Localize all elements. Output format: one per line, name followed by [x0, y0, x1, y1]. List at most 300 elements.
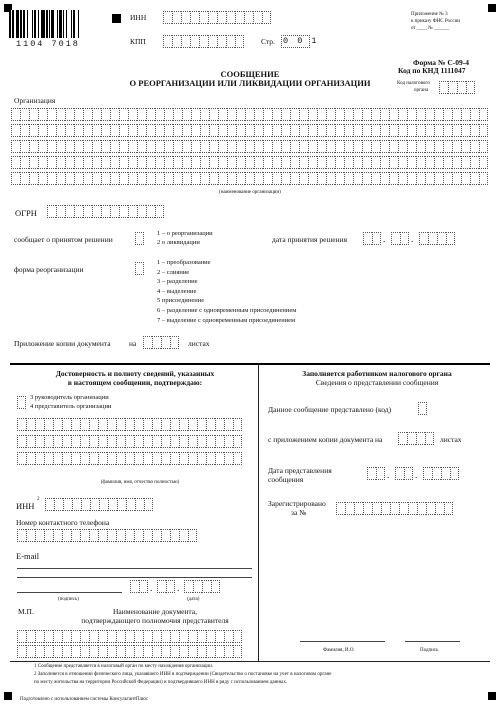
char-cell[interactable] — [44, 630, 53, 643]
char-cell[interactable] — [53, 452, 62, 465]
char-cell[interactable] — [128, 205, 137, 218]
char-cell[interactable] — [317, 124, 326, 137]
char-cell[interactable] — [371, 124, 380, 137]
char-cell[interactable] — [110, 108, 119, 121]
char-cell[interactable] — [435, 502, 444, 515]
char-cell[interactable] — [416, 108, 425, 121]
char-cell[interactable] — [437, 232, 446, 245]
char-cell[interactable] — [101, 140, 110, 153]
char-cell[interactable] — [461, 172, 470, 185]
signer-date-month[interactable] — [157, 580, 175, 593]
char-cell[interactable] — [182, 172, 191, 185]
char-cell[interactable] — [83, 140, 92, 153]
char-cell[interactable] — [344, 140, 353, 153]
char-cell[interactable] — [155, 172, 164, 185]
char-cell[interactable] — [398, 432, 407, 445]
char-cell[interactable] — [110, 124, 119, 137]
char-cell[interactable] — [398, 156, 407, 169]
char-cell[interactable] — [191, 124, 200, 137]
char-cell[interactable] — [179, 529, 188, 542]
char-cell[interactable] — [161, 336, 170, 349]
char-cell[interactable] — [47, 156, 56, 169]
char-cell[interactable] — [26, 435, 35, 448]
char-cell[interactable] — [434, 156, 443, 169]
char-cell[interactable] — [423, 467, 432, 480]
char-cell[interactable] — [245, 124, 254, 137]
char-cell[interactable] — [119, 140, 128, 153]
char-cell[interactable] — [135, 232, 144, 245]
char-cell[interactable] — [161, 645, 170, 658]
char-cell[interactable] — [101, 172, 110, 185]
char-cell[interactable] — [190, 35, 199, 48]
char-cell[interactable] — [47, 124, 56, 137]
char-cell[interactable] — [179, 435, 188, 448]
char-cell[interactable] — [71, 630, 80, 643]
char-cell[interactable] — [126, 498, 135, 511]
char-cell[interactable] — [380, 108, 389, 121]
char-cell[interactable] — [65, 108, 74, 121]
char-cell[interactable] — [182, 124, 191, 137]
char-cell[interactable] — [54, 498, 63, 511]
char-cell[interactable] — [125, 435, 134, 448]
char-cell[interactable] — [143, 645, 152, 658]
char-cell[interactable] — [164, 172, 173, 185]
char-cell[interactable] — [56, 156, 65, 169]
char-cell[interactable] — [17, 452, 26, 465]
char-cell[interactable] — [170, 418, 179, 431]
char-cell[interactable] — [197, 452, 206, 465]
char-cell[interactable] — [235, 35, 244, 48]
char-cell[interactable] — [47, 172, 56, 185]
char-cell[interactable] — [281, 156, 290, 169]
char-cell[interactable] — [281, 124, 290, 137]
char-cell[interactable] — [143, 529, 152, 542]
char-cell[interactable] — [299, 172, 308, 185]
char-cell[interactable] — [71, 452, 80, 465]
char-cell[interactable] — [371, 140, 380, 153]
char-cell[interactable] — [253, 11, 262, 24]
char-cell[interactable] — [119, 172, 128, 185]
char-cell[interactable] — [116, 645, 125, 658]
char-cell[interactable] — [227, 108, 236, 121]
char-cell[interactable] — [119, 124, 128, 137]
presented-code-cell[interactable] — [418, 402, 427, 415]
char-cell[interactable] — [389, 140, 398, 153]
char-cell[interactable] — [290, 124, 299, 137]
char-cell[interactable] — [308, 140, 317, 153]
cell-row[interactable] — [11, 108, 488, 121]
char-cell[interactable] — [47, 140, 56, 153]
char-cell[interactable] — [434, 140, 443, 153]
char-cell[interactable] — [170, 645, 179, 658]
char-cell[interactable] — [163, 35, 172, 48]
char-cell[interactable] — [470, 156, 479, 169]
char-cell[interactable] — [125, 529, 134, 542]
char-cell[interactable] — [224, 452, 233, 465]
char-cell[interactable] — [209, 124, 218, 137]
char-cell[interactable] — [479, 124, 488, 137]
char-cell[interactable] — [215, 452, 224, 465]
char-cell[interactable] — [128, 140, 137, 153]
char-cell[interactable] — [110, 205, 119, 218]
char-cell[interactable] — [179, 630, 188, 643]
char-cell[interactable] — [417, 502, 426, 515]
char-cell[interactable] — [452, 108, 461, 121]
char-cell[interactable] — [389, 172, 398, 185]
char-cell[interactable] — [404, 467, 413, 480]
char-cell[interactable] — [38, 108, 47, 121]
char-cell[interactable] — [17, 435, 26, 448]
char-cell[interactable] — [470, 108, 479, 121]
char-cell[interactable] — [254, 140, 263, 153]
copies-cells[interactable] — [398, 432, 434, 445]
registration-number-cells[interactable] — [336, 502, 453, 515]
char-cell[interactable] — [98, 630, 107, 643]
char-cell[interactable] — [235, 11, 244, 24]
char-cell[interactable] — [244, 11, 253, 24]
char-cell[interactable] — [344, 124, 353, 137]
char-cell[interactable] — [137, 124, 146, 137]
char-cell[interactable] — [89, 529, 98, 542]
char-cell[interactable] — [135, 498, 144, 511]
char-cell[interactable] — [38, 140, 47, 153]
char-cell[interactable] — [146, 205, 155, 218]
char-cell[interactable] — [74, 108, 83, 121]
char-cell[interactable] — [45, 498, 54, 511]
char-cell[interactable] — [363, 232, 372, 245]
char-cell[interactable] — [89, 452, 98, 465]
char-cell[interactable] — [197, 435, 206, 448]
char-cell[interactable] — [128, 108, 137, 121]
char-cell[interactable] — [152, 418, 161, 431]
char-cell[interactable] — [380, 172, 389, 185]
char-cell[interactable] — [152, 529, 161, 542]
char-cell[interactable] — [128, 156, 137, 169]
signer-cell[interactable] — [17, 396, 26, 409]
char-cell[interactable] — [155, 108, 164, 121]
cell-row[interactable] — [17, 452, 242, 465]
char-cell[interactable] — [407, 108, 416, 121]
char-cell[interactable] — [125, 645, 134, 658]
char-cell[interactable] — [99, 498, 108, 511]
char-cell[interactable] — [233, 452, 242, 465]
char-cell[interactable] — [26, 529, 35, 542]
char-cell[interactable] — [89, 435, 98, 448]
char-cell[interactable] — [98, 452, 107, 465]
char-cell[interactable] — [179, 418, 188, 431]
presentation-date-day[interactable] — [367, 467, 385, 480]
char-cell[interactable] — [236, 108, 245, 121]
char-cell[interactable] — [62, 645, 71, 658]
char-cell[interactable] — [20, 156, 29, 169]
char-cell[interactable] — [182, 156, 191, 169]
char-cell[interactable] — [98, 418, 107, 431]
char-cell[interactable] — [227, 124, 236, 137]
char-cell[interactable] — [448, 81, 457, 94]
char-cell[interactable] — [200, 140, 209, 153]
char-cell[interactable] — [161, 418, 170, 431]
char-cell[interactable] — [107, 645, 116, 658]
ogrn-cells[interactable] — [47, 205, 164, 218]
char-cell[interactable] — [161, 529, 170, 542]
char-cell[interactable] — [362, 140, 371, 153]
char-cell[interactable] — [236, 156, 245, 169]
signer-date-day[interactable] — [130, 580, 148, 593]
char-cell[interactable] — [470, 140, 479, 153]
char-cell[interactable] — [143, 336, 152, 349]
char-cell[interactable] — [444, 502, 453, 515]
char-cell[interactable] — [236, 140, 245, 153]
char-cell[interactable] — [56, 172, 65, 185]
char-cell[interactable] — [202, 580, 211, 593]
char-cell[interactable] — [38, 124, 47, 137]
char-cell[interactable] — [44, 452, 53, 465]
char-cell[interactable] — [83, 205, 92, 218]
char-cell[interactable] — [191, 156, 200, 169]
char-cell[interactable] — [71, 529, 80, 542]
char-cell[interactable] — [110, 172, 119, 185]
char-cell[interactable] — [407, 124, 416, 137]
char-cell[interactable] — [89, 630, 98, 643]
char-cell[interactable] — [353, 124, 362, 137]
char-cell[interactable] — [398, 108, 407, 121]
char-cell[interactable] — [428, 232, 437, 245]
char-cell[interactable] — [143, 452, 152, 465]
char-cell[interactable] — [17, 630, 26, 643]
char-cell[interactable] — [161, 630, 170, 643]
char-cell[interactable] — [263, 108, 272, 121]
char-cell[interactable] — [353, 156, 362, 169]
char-cell[interactable] — [272, 124, 281, 137]
char-cell[interactable] — [29, 140, 38, 153]
char-cell[interactable] — [308, 124, 317, 137]
char-cell[interactable] — [29, 124, 38, 137]
char-cell[interactable] — [434, 124, 443, 137]
char-cell[interactable] — [65, 205, 74, 218]
char-cell[interactable] — [53, 645, 62, 658]
char-cell[interactable] — [470, 124, 479, 137]
char-cell[interactable] — [53, 418, 62, 431]
char-cell[interactable] — [236, 172, 245, 185]
char-cell[interactable] — [236, 124, 245, 137]
char-cell[interactable] — [81, 498, 90, 511]
char-cell[interactable] — [218, 156, 227, 169]
char-cell[interactable] — [215, 435, 224, 448]
char-cell[interactable] — [107, 452, 116, 465]
char-cell[interactable] — [188, 452, 197, 465]
char-cell[interactable] — [117, 498, 126, 511]
decision-date-month[interactable] — [391, 232, 409, 245]
char-cell[interactable] — [116, 630, 125, 643]
char-cell[interactable] — [17, 529, 26, 542]
char-cell[interactable] — [188, 435, 197, 448]
char-cell[interactable] — [197, 645, 206, 658]
char-cell[interactable] — [35, 630, 44, 643]
decision-date-day[interactable] — [363, 232, 381, 245]
char-cell[interactable] — [191, 140, 200, 153]
char-cell[interactable] — [215, 630, 224, 643]
char-cell[interactable] — [390, 502, 399, 515]
char-cell[interactable] — [152, 435, 161, 448]
char-cell[interactable] — [407, 432, 416, 445]
char-cell[interactable] — [164, 124, 173, 137]
char-cell[interactable] — [199, 11, 208, 24]
char-cell[interactable] — [344, 156, 353, 169]
char-cell[interactable] — [479, 108, 488, 121]
char-cell[interactable] — [107, 529, 116, 542]
char-cell[interactable] — [20, 108, 29, 121]
char-cell[interactable] — [245, 156, 254, 169]
char-cell[interactable] — [146, 172, 155, 185]
char-cell[interactable] — [53, 529, 62, 542]
char-cell[interactable] — [335, 172, 344, 185]
char-cell[interactable] — [416, 124, 425, 137]
char-cell[interactable] — [26, 452, 35, 465]
char-cell[interactable] — [416, 172, 425, 185]
char-cell[interactable] — [416, 140, 425, 153]
char-cell[interactable] — [47, 108, 56, 121]
char-cell[interactable] — [90, 498, 99, 511]
char-cell[interactable] — [254, 156, 263, 169]
char-cell[interactable] — [226, 35, 235, 48]
char-cell[interactable] — [190, 11, 199, 24]
char-cell[interactable] — [281, 108, 290, 121]
char-cell[interactable] — [263, 140, 272, 153]
char-cell[interactable] — [137, 108, 146, 121]
char-cell[interactable] — [353, 140, 362, 153]
char-cell[interactable] — [143, 418, 152, 431]
char-cell[interactable] — [11, 140, 20, 153]
char-cell[interactable] — [152, 630, 161, 643]
char-cell[interactable] — [134, 630, 143, 643]
char-cell[interactable] — [344, 108, 353, 121]
char-cell[interactable] — [398, 140, 407, 153]
char-cell[interactable] — [408, 502, 417, 515]
char-cell[interactable] — [161, 435, 170, 448]
char-cell[interactable] — [74, 124, 83, 137]
char-cell[interactable] — [399, 502, 408, 515]
inn-cells[interactable] — [163, 11, 271, 24]
char-cell[interactable] — [72, 498, 81, 511]
char-cell[interactable] — [407, 172, 416, 185]
char-cell[interactable] — [209, 172, 218, 185]
char-cell[interactable] — [419, 232, 428, 245]
char-cell[interactable] — [80, 529, 89, 542]
char-cell[interactable] — [181, 35, 190, 48]
char-cell[interactable] — [224, 630, 233, 643]
char-cell[interactable] — [20, 140, 29, 153]
char-cell[interactable] — [125, 418, 134, 431]
char-cell[interactable] — [217, 11, 226, 24]
char-cell[interactable] — [371, 156, 380, 169]
char-cell[interactable] — [317, 140, 326, 153]
char-cell[interactable] — [335, 124, 344, 137]
char-cell[interactable] — [71, 418, 80, 431]
char-cell[interactable] — [227, 140, 236, 153]
char-cell[interactable] — [335, 140, 344, 153]
char-cell[interactable] — [53, 435, 62, 448]
char-cell[interactable] — [226, 11, 235, 24]
char-cell[interactable] — [56, 108, 65, 121]
char-cell[interactable] — [335, 156, 344, 169]
char-cell[interactable] — [44, 418, 53, 431]
char-cell[interactable] — [179, 645, 188, 658]
char-cell[interactable] — [263, 124, 272, 137]
char-cell[interactable] — [254, 108, 263, 121]
char-cell[interactable] — [107, 418, 116, 431]
char-cell[interactable] — [80, 418, 89, 431]
char-cell[interactable] — [74, 205, 83, 218]
attachment-sheets-cells[interactable] — [143, 336, 179, 349]
char-cell[interactable] — [208, 35, 217, 48]
char-cell[interactable] — [452, 140, 461, 153]
char-cell[interactable] — [17, 418, 26, 431]
char-cell[interactable] — [209, 140, 218, 153]
char-cell[interactable] — [101, 124, 110, 137]
char-cell[interactable] — [362, 156, 371, 169]
char-cell[interactable] — [20, 172, 29, 185]
char-cell[interactable] — [116, 435, 125, 448]
char-cell[interactable] — [389, 108, 398, 121]
char-cell[interactable] — [146, 140, 155, 153]
presentation-date-year[interactable] — [423, 467, 459, 480]
char-cell[interactable] — [65, 172, 74, 185]
char-cell[interactable] — [224, 645, 233, 658]
char-cell[interactable] — [326, 156, 335, 169]
char-cell[interactable] — [80, 630, 89, 643]
char-cell[interactable] — [479, 140, 488, 153]
char-cell[interactable] — [146, 156, 155, 169]
char-cell[interactable] — [272, 156, 281, 169]
signer-inn-cells[interactable] — [45, 498, 153, 511]
char-cell[interactable] — [206, 418, 215, 431]
char-cell[interactable] — [380, 156, 389, 169]
char-cell[interactable] — [101, 108, 110, 121]
char-cell[interactable] — [218, 172, 227, 185]
char-cell[interactable] — [426, 502, 435, 515]
char-cell[interactable] — [200, 124, 209, 137]
char-cell[interactable] — [224, 435, 233, 448]
char-cell[interactable] — [362, 172, 371, 185]
char-cell[interactable] — [130, 580, 139, 593]
char-cell[interactable] — [134, 645, 143, 658]
char-cell[interactable] — [299, 124, 308, 137]
char-cell[interactable] — [53, 630, 62, 643]
char-cell[interactable] — [62, 630, 71, 643]
char-cell[interactable] — [83, 156, 92, 169]
char-cell[interactable] — [71, 435, 80, 448]
kpp-cells[interactable] — [163, 35, 244, 48]
char-cell[interactable] — [182, 108, 191, 121]
char-cell[interactable] — [80, 452, 89, 465]
char-cell[interactable] — [26, 630, 35, 643]
char-cell[interactable] — [89, 418, 98, 431]
char-cell[interactable] — [107, 630, 116, 643]
char-cell[interactable] — [199, 35, 208, 48]
char-cell[interactable] — [188, 529, 197, 542]
char-cell[interactable] — [371, 172, 380, 185]
cell-row[interactable] — [11, 140, 488, 153]
char-cell[interactable] — [62, 452, 71, 465]
char-cell[interactable] — [107, 435, 116, 448]
char-cell[interactable] — [326, 172, 335, 185]
char-cell[interactable] — [98, 435, 107, 448]
char-cell[interactable] — [441, 467, 450, 480]
char-cell[interactable] — [71, 645, 80, 658]
char-cell[interactable] — [17, 645, 26, 658]
char-cell[interactable] — [163, 11, 172, 24]
char-cell[interactable] — [376, 467, 385, 480]
